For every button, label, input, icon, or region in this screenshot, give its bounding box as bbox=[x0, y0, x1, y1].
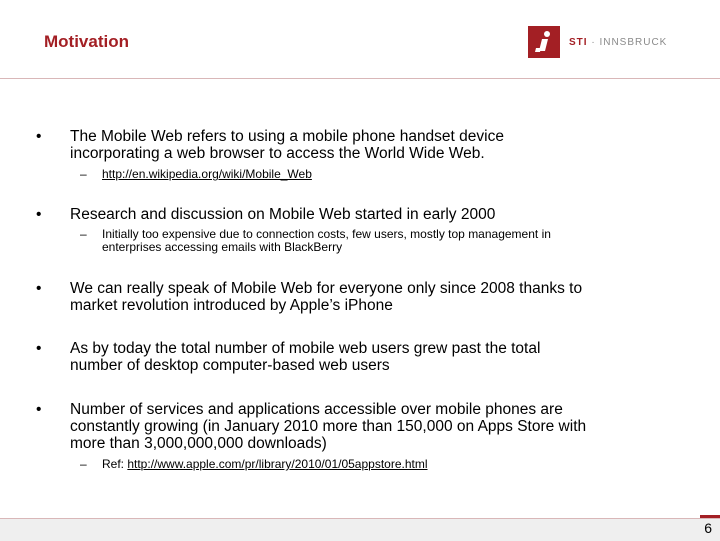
logo-place: INNSBRUCK bbox=[599, 36, 668, 48]
figure-icon bbox=[528, 26, 560, 58]
bullet-text-2 bbox=[70, 206, 700, 223]
page-number: 6 bbox=[704, 520, 712, 536]
slide-title: Motivation bbox=[44, 32, 129, 51]
sti-logo bbox=[528, 26, 667, 58]
apple-press-link[interactable]: http://www.apple.com/pr/library/2010/01/05appstore.html bbox=[127, 457, 428, 471]
bullet-marker: • bbox=[36, 280, 42, 297]
sub-bullet-text-1 bbox=[102, 168, 662, 181]
sub-bullet-line: Initially too expensive due to connection costs, few users, mostly top management in bbox=[102, 227, 551, 241]
bullet-text-1 bbox=[70, 128, 700, 162]
bullet-line: We can really speak of Mobile Web for everyone only since 2008 thanks to bbox=[70, 280, 583, 297]
bullet-text-4 bbox=[70, 340, 700, 374]
bullet-line: Research and discussion on Mobile Web started in early 2000 bbox=[70, 206, 496, 223]
bullet-text-5 bbox=[70, 401, 700, 452]
bullet-marker: • bbox=[36, 340, 42, 357]
sub-bullet-marker: – bbox=[80, 167, 87, 181]
logo-separator: · bbox=[587, 36, 600, 48]
sti-logo-mark bbox=[528, 26, 560, 58]
bullet-line: market revolution introduced by Apple’s iPhone bbox=[70, 297, 393, 314]
bullet-line: Number of services and applications accessible over mobile phones are bbox=[70, 401, 563, 418]
sub-bullet-text-5 bbox=[102, 458, 662, 471]
bullet-marker: • bbox=[36, 401, 42, 418]
bullet-marker: • bbox=[36, 206, 42, 223]
bullet-line: The Mobile Web refers to using a mobile phone handset device bbox=[70, 128, 504, 145]
bullet-line: more than 3,000,000,000 downloads) bbox=[70, 435, 327, 452]
bullet-line: constantly growing (in January 2010 more than 150,000 on Apps Store with bbox=[70, 418, 587, 435]
sti-logo-text bbox=[569, 37, 667, 48]
wikipedia-link[interactable]: http://en.wikipedia.org/wiki/Mobile_Web bbox=[102, 167, 312, 181]
ref-prefix: Ref: bbox=[102, 457, 128, 471]
logo-brand: STI bbox=[569, 36, 588, 48]
sub-bullet-text-2 bbox=[102, 228, 662, 254]
sub-bullet-marker: – bbox=[80, 227, 87, 241]
footer-bar bbox=[0, 518, 720, 541]
bullet-line: As by today the total number of mobile web users grew past the total bbox=[70, 340, 541, 357]
bullet-text-3 bbox=[70, 280, 700, 314]
bullet-marker: • bbox=[36, 128, 42, 145]
sub-bullet-marker: – bbox=[80, 457, 87, 471]
sub-bullet-line: enterprises accessing emails with BlackBerry bbox=[102, 240, 343, 254]
header-divider bbox=[0, 78, 720, 79]
bullet-line: number of desktop computer-based web users bbox=[70, 357, 390, 374]
bullet-line: incorporating a web browser to access the World Wide Web. bbox=[70, 145, 485, 162]
